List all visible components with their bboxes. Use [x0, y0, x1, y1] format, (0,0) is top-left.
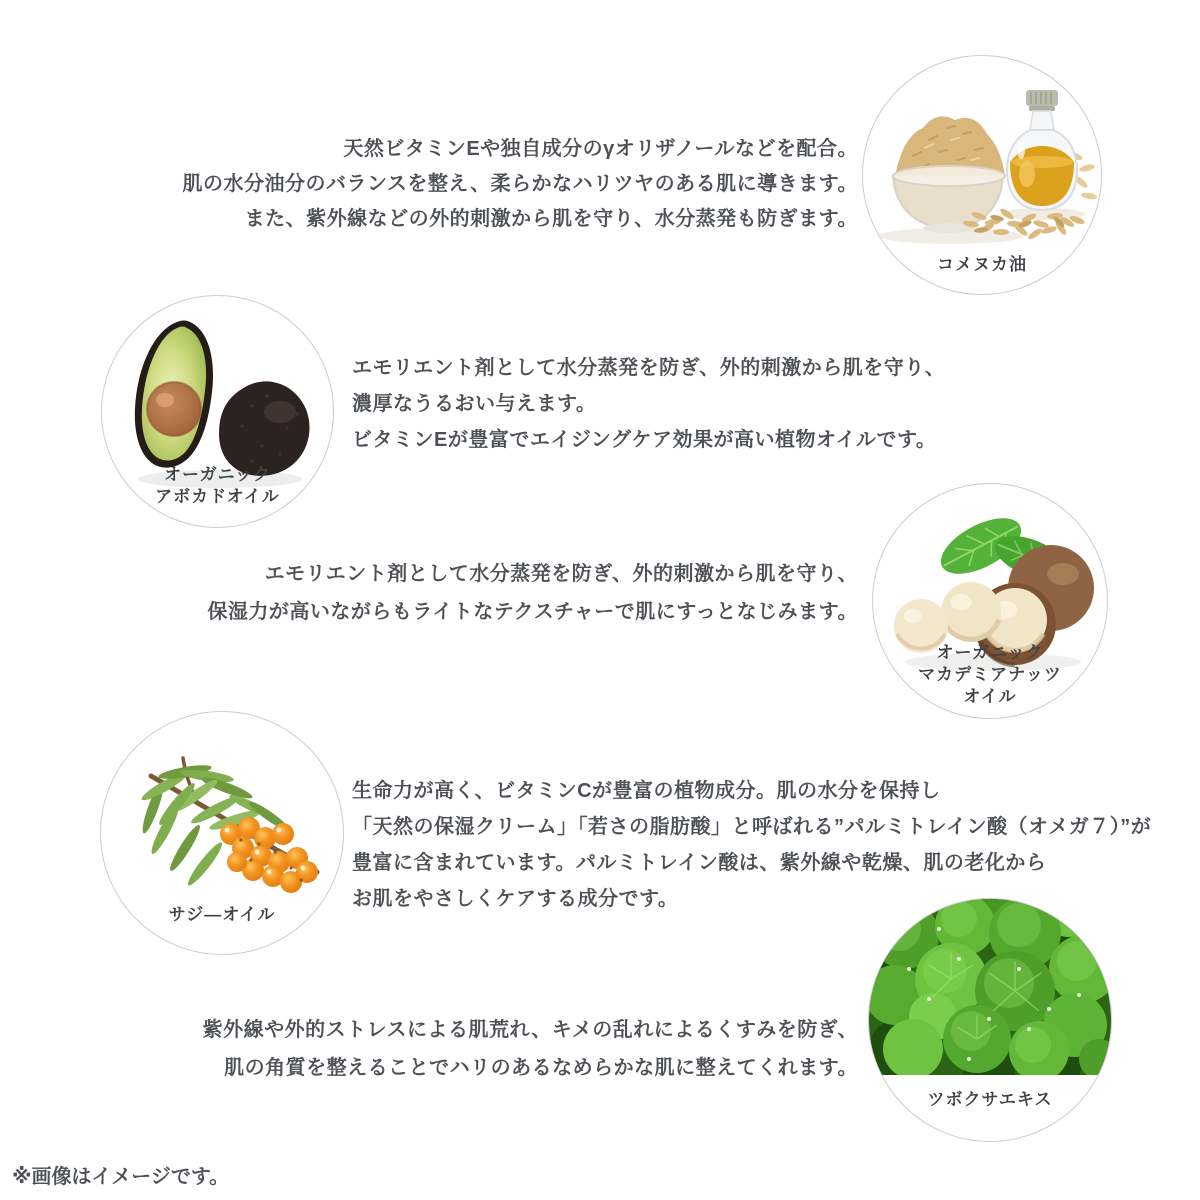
description-line: 「天然の保湿クリーム」「若さの脂肪酸」と呼ばれる”パルミトレイン酸（オメガ７）”が — [352, 816, 1152, 838]
tsubokusa-photo-circle — [868, 898, 1112, 1142]
tsubokusa-description — [138, 1011, 858, 1087]
saji-photo-circle — [100, 711, 344, 955]
ingredient-name: サジ―オイル — [168, 905, 276, 924]
description-line: 生命力が高く、ビタミンCが豊富の植物成分。肌の水分を保持し — [352, 780, 941, 802]
ingredient-name: アボカドオイル — [155, 487, 280, 506]
description-line: 豊富に含まれています。パルミトレイン酸は、紫外線や乾燥、肌の老化から — [352, 852, 1047, 874]
ingredient-name: ツボクサエキス — [927, 1090, 1053, 1109]
ingredient-name: マカデミアナッツ — [918, 665, 1062, 684]
description-line: 濃厚なうるおい与えます。 — [352, 393, 597, 415]
avocado-description — [352, 350, 945, 458]
description-line: エモリエント剤として水分蒸発を防ぎ、外的刺激から肌を守り、 — [264, 563, 858, 585]
ingredient-name: オーガニック — [936, 643, 1044, 662]
saji-label — [101, 904, 343, 926]
macadamia-description — [138, 555, 858, 631]
ingredient-name: オイル — [963, 687, 1017, 706]
saji-description — [352, 773, 1151, 917]
tsubokusa-label — [869, 1089, 1111, 1111]
ingredient-name: コメヌカ油 — [937, 255, 1027, 274]
ingredient-name: オーガニック — [164, 465, 271, 484]
gotu-kola-leaves-photo — [869, 899, 1112, 1075]
description-line: 肌の角質を整えることでハリのあるなめらかな肌に整えてくれます。 — [224, 1057, 858, 1079]
description-line: エモリエント剤として水分蒸発を防ぎ、外的刺激から肌を守り、 — [352, 357, 946, 379]
description-line: ビタミンEが豊富でエイジングケア効果が高い植物オイルです。 — [352, 429, 937, 451]
komenuka-description — [138, 132, 858, 237]
komenuka-photo-circle — [862, 55, 1102, 295]
macadamia-label — [873, 642, 1107, 708]
description-line: 天然ビタミンEや独自成分のγオリザノールなどを配合。 — [343, 138, 858, 160]
komenuka-label — [863, 254, 1101, 276]
description-line: お肌をやさしくケアする成分です。 — [352, 888, 679, 910]
description-line: また、紫外線などの外的刺激から肌を守り、水分蒸発も防ぎます。 — [244, 208, 858, 230]
avocado-label — [102, 464, 333, 508]
avocado-photo-circle — [101, 295, 334, 528]
image-disclaimer-note: ※画像はイメージです。 — [12, 1166, 230, 1188]
description-line: 保湿力が高いながらもライトなテクスチャーで肌にすっとなじみます。 — [207, 601, 858, 623]
macadamia-photo-circle — [872, 483, 1108, 719]
description-line: 紫外線や外的ストレスによる肌荒れ、キメの乱れによるくすみを防ぎ、 — [202, 1019, 858, 1041]
description-line: 肌の水分油分のバランスを整え、柔らかなハリツヤのある肌に導きます。 — [182, 173, 858, 195]
